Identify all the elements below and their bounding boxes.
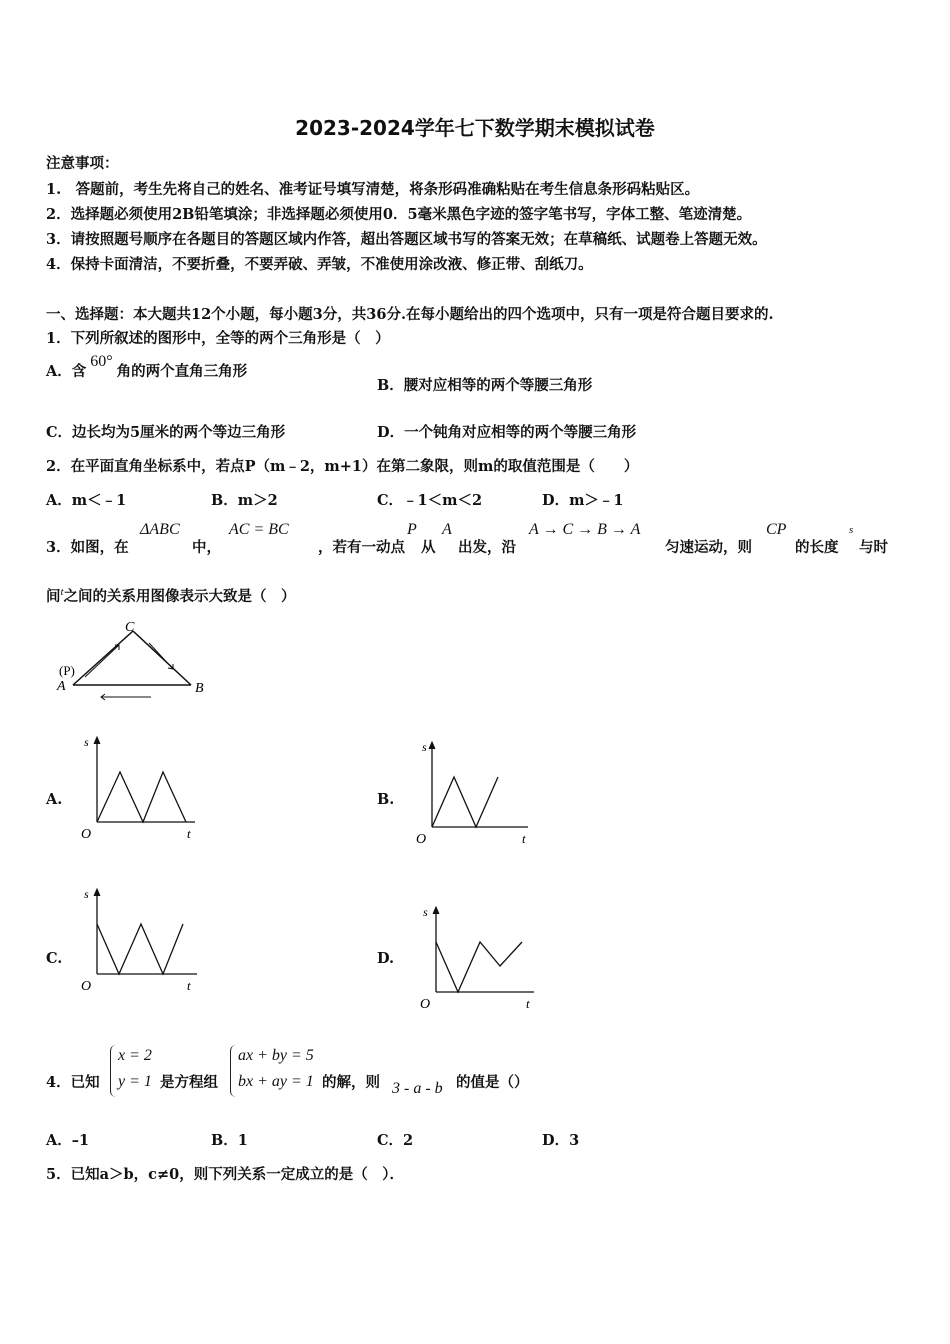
origin-label: O bbox=[81, 979, 92, 994]
q3-text-4: 从 bbox=[421, 539, 436, 556]
notice-item: 3．请按照题号顺序在各题目的答题区域内作答，超出答题区域书写的答案无效；在草稿纸、试题卷上答题无效。 bbox=[46, 231, 767, 248]
graph-d-label: D. bbox=[377, 950, 395, 967]
graph-b bbox=[408, 735, 548, 850]
question-4-option-a: A．–1 bbox=[46, 1132, 90, 1149]
graph-c bbox=[75, 882, 215, 997]
q3-cp: CP bbox=[766, 521, 787, 538]
question-1-option-d: D．一个钝角对应相等的两个等腰三角形 bbox=[377, 424, 637, 441]
axis-t-label: t bbox=[187, 978, 191, 993]
q3-text-3: ，若有一动点 bbox=[318, 539, 405, 556]
q3-path: A → C → B → A bbox=[529, 521, 641, 538]
option-text: 角的两个直角三角形 bbox=[116, 363, 248, 380]
system-1-eq-1: x = 2 bbox=[118, 1047, 152, 1064]
q3-text-9: 间 bbox=[46, 588, 61, 605]
question-1-option-b: B．腰对应相等的两个等腰三角形 bbox=[377, 377, 593, 394]
axis-t-label: t bbox=[522, 831, 526, 846]
question-2-option-b: B．m＞2 bbox=[211, 492, 278, 509]
q3-s: s bbox=[849, 524, 854, 536]
origin-label: O bbox=[416, 832, 427, 847]
question-1-option-c: C．边长均为5厘米的两个等边三角形 bbox=[46, 424, 286, 441]
q4-middle: 是方程组 bbox=[160, 1074, 218, 1091]
system-2-brace bbox=[230, 1045, 237, 1097]
q4-post-2: 的值是（） bbox=[456, 1074, 529, 1091]
system-2-eq-1: ax + by = 5 bbox=[238, 1047, 314, 1064]
q3-ac-eq-bc: AC = BC bbox=[229, 521, 289, 538]
system-2 bbox=[238, 1043, 314, 1095]
q3-triangle-abc: ΔABC bbox=[140, 521, 180, 538]
q3-text-8: 与时 bbox=[859, 539, 888, 556]
question-2-option-d: D．m＞﹣1 bbox=[542, 492, 624, 509]
graph-a bbox=[75, 730, 215, 845]
q3-text-10: 之间的关系用图像表示大致是（ ） bbox=[63, 588, 296, 605]
notice-item: 4．保持卡面清洁，不要折叠，不要弄破、弄皱，不准使用涂改液、修正带、刮纸刀。 bbox=[46, 256, 593, 273]
axis-s-label: s bbox=[422, 740, 427, 754]
graph-a-label: A. bbox=[46, 791, 63, 808]
question-2-option-a: A．m＜﹣1 bbox=[46, 492, 127, 509]
axis-t-label: t bbox=[187, 826, 191, 841]
angle-60: 60° bbox=[90, 353, 113, 370]
axis-s-label: s bbox=[84, 887, 89, 901]
q4-expression: 3 - a - b bbox=[392, 1080, 443, 1097]
system-1-brace bbox=[110, 1045, 117, 1097]
question-4-option-b: B．1 bbox=[211, 1132, 248, 1149]
point-p-label: (P) bbox=[59, 663, 75, 678]
q3-text-1: 3．如图，在 bbox=[46, 539, 129, 556]
question-5-stem: 5．已知a＞b，c≠0，则下列关系一定成立的是（ ）． bbox=[46, 1166, 404, 1183]
graph-c-label: C. bbox=[46, 950, 63, 967]
vertex-b-label: B bbox=[195, 681, 204, 696]
axis-s-label: s bbox=[423, 905, 428, 919]
graph-d bbox=[412, 900, 552, 1015]
question-1-stem: 1．下列所叙述的图形中，全等的两个三角形是（ ） bbox=[46, 330, 390, 347]
question-2-stem: 2．在平面直角坐标系中，若点P（m﹣2，m+1）在第二象限，则m的取值范围是（ ） bbox=[46, 458, 639, 475]
system-1-eq-2: y = 1 bbox=[118, 1073, 152, 1090]
page-title: 2023-2024学年七下数学期末模拟试卷 bbox=[295, 116, 655, 140]
section-heading: 一、选择题：本大题共12个小题，每小题3分，共36分.在每小题给出的四个选项中，只有一项是符合题目要求的. bbox=[46, 306, 774, 323]
question-4-option-c: C．2 bbox=[377, 1132, 414, 1149]
q3-text-5: 出发，沿 bbox=[458, 539, 516, 556]
q4-post-1: 的解，则 bbox=[322, 1074, 380, 1091]
axis-t-label: t bbox=[526, 996, 530, 1011]
q3-point-a: A bbox=[442, 521, 452, 538]
vertex-c-label: C bbox=[125, 620, 135, 635]
system-2-eq-2: bx + ay = 1 bbox=[238, 1073, 314, 1090]
q3-point-p: P bbox=[407, 521, 417, 538]
notice-item: 1. 答题前，考生先将自己的姓名、准考证号填写清楚，将条形码准确粘贴在考生信息条形码粘贴区。 bbox=[46, 181, 700, 198]
notice-item: 2．选择题必须使用2B铅笔填涂；非选择题必须使用0．5毫米黑色字迹的签字笔书写，字体工整、笔迹清楚。 bbox=[46, 206, 752, 223]
question-4-option-d: D．3 bbox=[542, 1132, 580, 1149]
origin-label: O bbox=[420, 997, 431, 1012]
option-prefix: A．含 bbox=[46, 363, 87, 380]
origin-label: O bbox=[81, 827, 92, 842]
q3-text-2: 中， bbox=[192, 539, 221, 556]
q3-t: t bbox=[60, 586, 64, 598]
q3-text-6: 匀速运动，则 bbox=[665, 539, 752, 556]
notice-heading: 注意事项： bbox=[46, 155, 119, 172]
question-1-option-a bbox=[46, 353, 248, 381]
q3-text-line2 bbox=[46, 585, 296, 606]
q4-prefix: 4．已知 bbox=[46, 1074, 100, 1091]
question-2-option-c: C．﹣1＜m＜2 bbox=[377, 492, 483, 509]
axis-s-label: s bbox=[84, 735, 89, 749]
system-1 bbox=[118, 1043, 152, 1095]
vertex-a-label: A bbox=[57, 679, 66, 694]
triangle-figure bbox=[55, 615, 220, 705]
q3-text-7: 的长度 bbox=[795, 539, 839, 556]
graph-b-label: B. bbox=[377, 791, 395, 808]
